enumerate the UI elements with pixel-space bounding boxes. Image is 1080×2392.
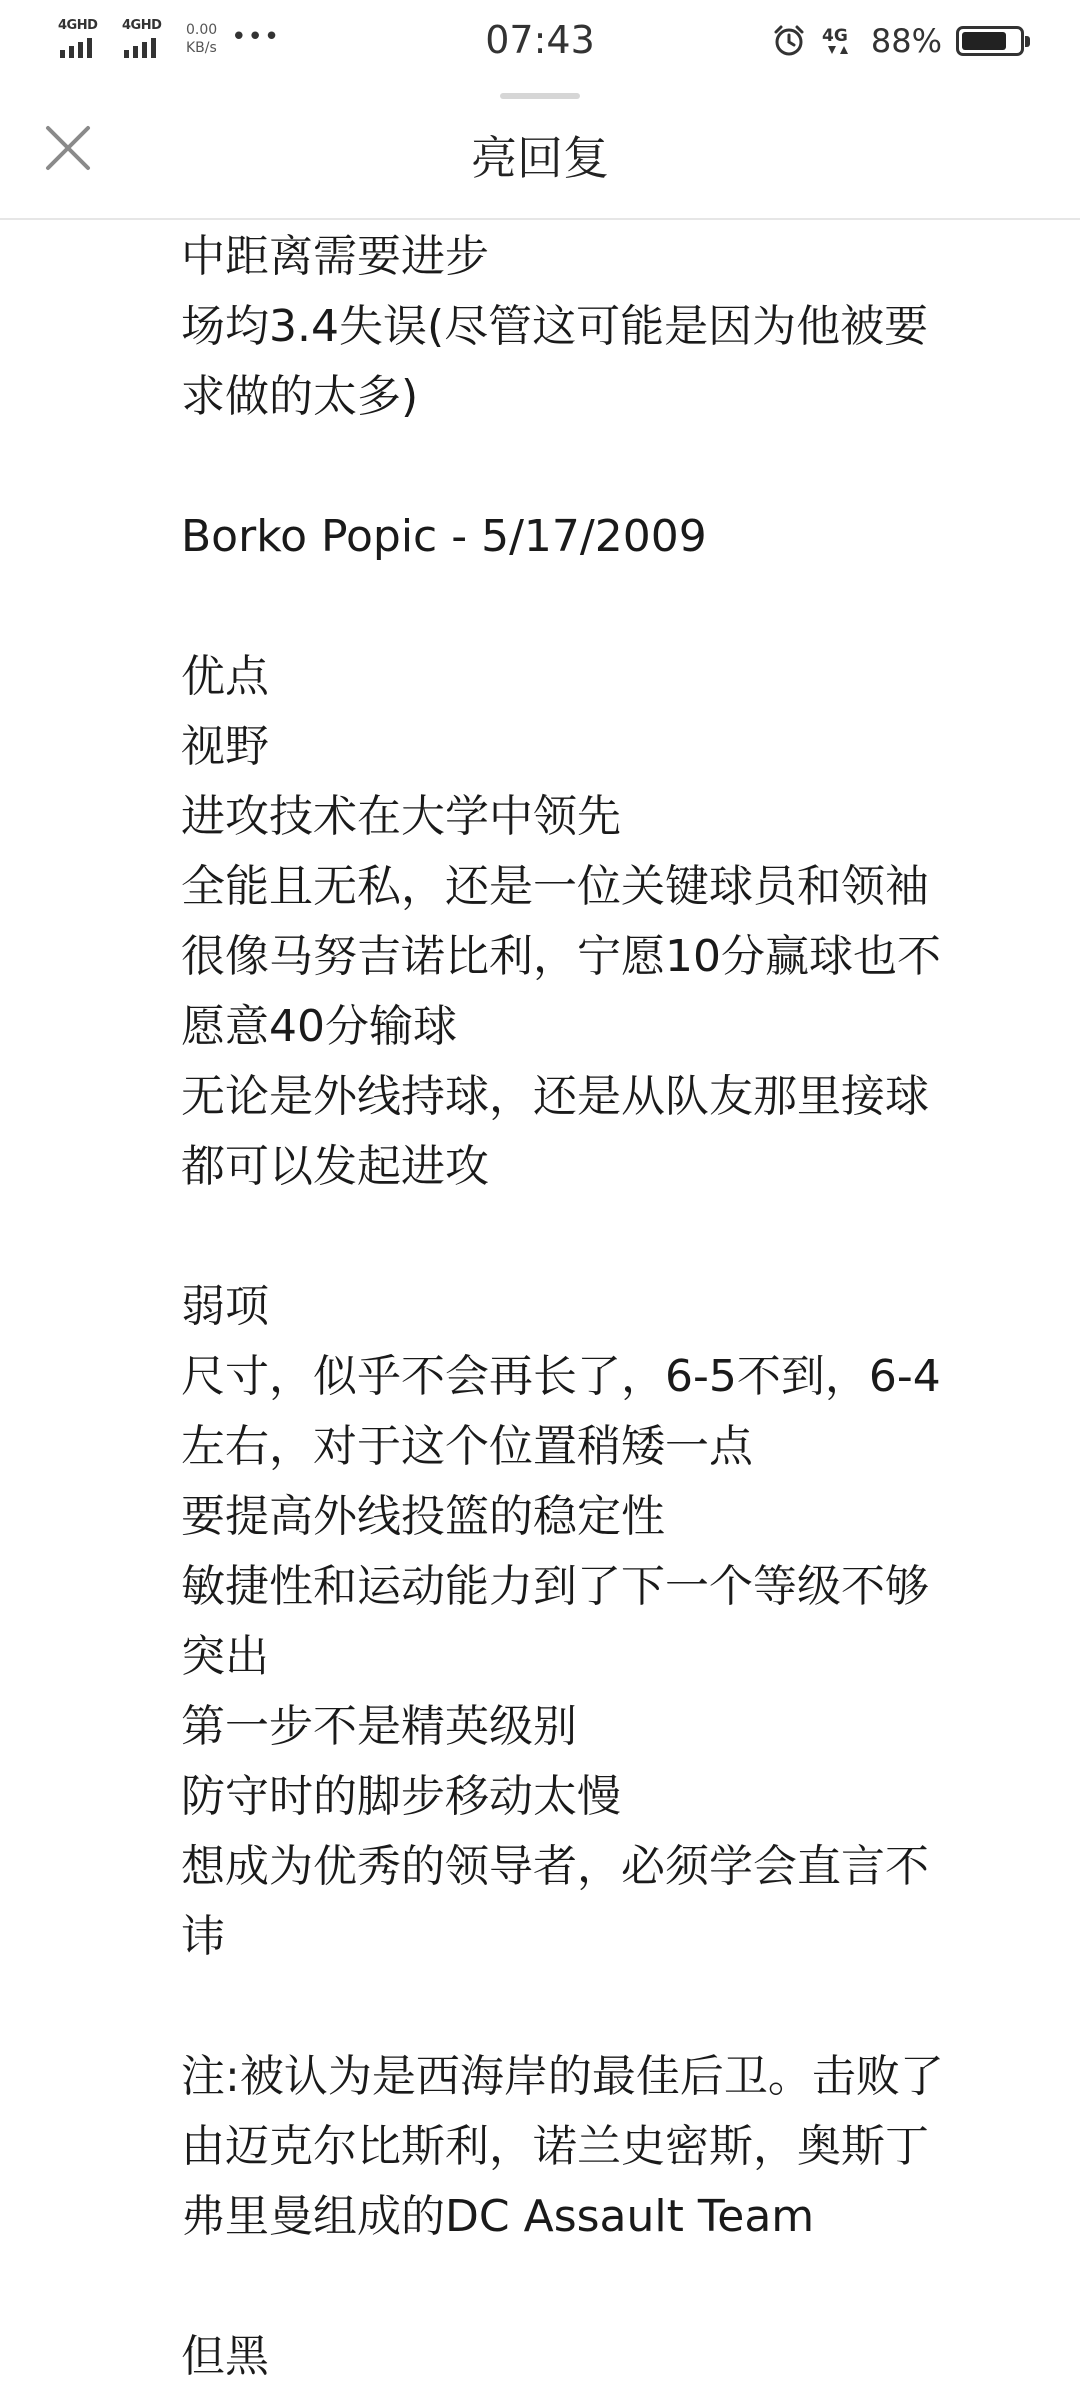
drag-handle[interactable] xyxy=(500,93,580,99)
speed-unit: KB/s xyxy=(186,40,217,56)
content-line: 求做的太多) xyxy=(181,371,419,422)
battery-fill xyxy=(962,32,1006,50)
content-line: Borko Popic - 5/17/2009 xyxy=(181,511,707,562)
page-title: 亮回复 xyxy=(471,131,609,185)
content-line: 第一步不是精英级别 xyxy=(181,1701,577,1752)
content-line: 要提高外线投篮的稳定性 xyxy=(181,1491,665,1542)
blank-line xyxy=(181,432,1031,502)
content-line: 中距离需要进步 xyxy=(181,231,489,282)
content-line: 场均3.4失误(尽管这可能是因为他被要 xyxy=(181,301,929,352)
content-line: 防守时的脚步移动太慢 xyxy=(181,1771,621,1822)
content-line: 敏捷性和运动能力到了下一个等级不够 xyxy=(181,1561,929,1612)
content-line: 弱项 xyxy=(181,1281,269,1332)
alarm-icon xyxy=(771,23,807,59)
network-label-2: 4GHD xyxy=(122,18,162,33)
network-label-1: 4GHD xyxy=(58,18,98,33)
battery-percent: 88% xyxy=(870,22,942,60)
network-4g-icon xyxy=(821,23,857,59)
status-right-group xyxy=(771,22,1024,60)
content-line: 尺寸，似乎不会再长了，6-5不到，6-4 xyxy=(181,1351,941,1402)
page-header xyxy=(0,86,1080,220)
content-line: 弗里曼组成的DC Assault Team xyxy=(181,2191,815,2242)
content-line: 讳 xyxy=(181,1911,225,1962)
content-line: 愿意40分输球 xyxy=(181,1001,457,1052)
status-time: 07:43 xyxy=(485,18,595,62)
more-notifications-icon: ••• xyxy=(231,22,281,52)
content-line: 由迈克尔比斯利，诺兰史密斯，奥斯丁 xyxy=(181,2121,929,2172)
content-line: 进攻技术在大学中领先 xyxy=(181,791,621,842)
content-line: 无论是外线持球，还是从队友那里接球 xyxy=(181,1071,929,1122)
content-line: 突出 xyxy=(181,1631,269,1682)
blank-line xyxy=(181,2252,1031,2322)
content-line: 优点 xyxy=(181,651,269,702)
content-line: 都可以发起进攻 xyxy=(181,1141,489,1192)
battery-icon xyxy=(956,26,1024,56)
status-bar xyxy=(0,0,1080,86)
content-line: 视野 xyxy=(181,721,269,772)
blank-line xyxy=(181,1972,1031,2042)
content-line: 但黑 xyxy=(181,2331,269,2382)
content-line: 注:被认为是西海岸的最佳后卫。击败了 xyxy=(181,2051,944,2102)
content-line: 想成为优秀的领导者，必须学会直言不 xyxy=(181,1841,929,1892)
network-4g-label: 4G xyxy=(821,26,848,46)
content-line: 左右，对于这个位置稍矮一点 xyxy=(181,1421,753,1472)
speed-value: 0.00 xyxy=(186,22,218,38)
content-line: 很像马努吉诺比利，宁愿10分赢球也不 xyxy=(181,931,941,982)
blank-line xyxy=(181,572,1031,642)
blank-line xyxy=(181,1202,1031,1272)
content-line: 全能且无私，还是一位关键球员和领袖 xyxy=(181,861,929,912)
reply-content xyxy=(181,222,1031,2392)
